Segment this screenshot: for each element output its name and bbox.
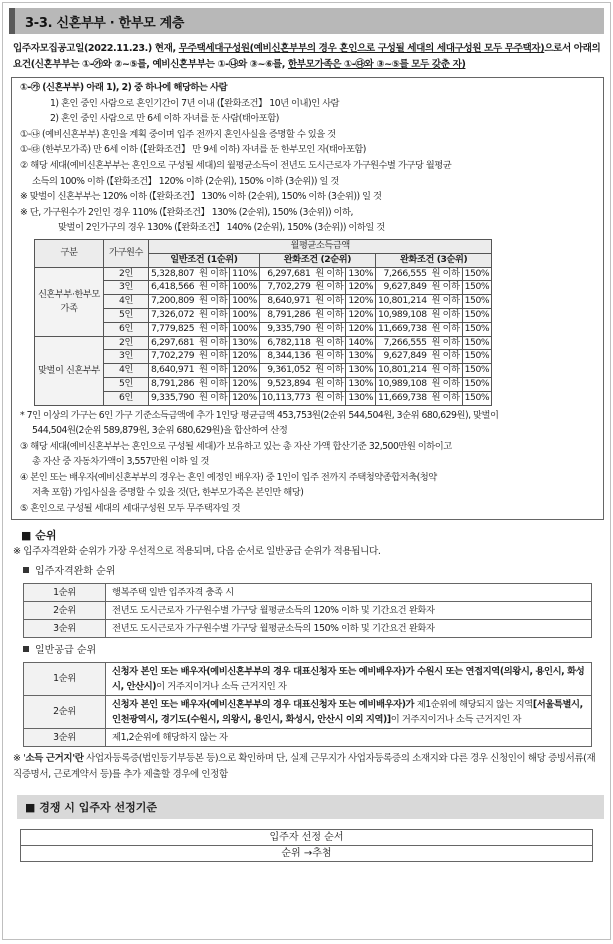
income-relax2-amount: 9,523,894: [259, 377, 312, 391]
general-desc-3: 제1,2순위에 해당하지 않는 자: [106, 728, 592, 746]
income-header-relax2: 완화조건 (2순위): [259, 253, 375, 267]
income-general-pct: 130%: [230, 336, 260, 350]
income-members: 6인: [104, 391, 149, 405]
relax-desc-1: 행복주택 일반 입주자격 충족 시: [106, 583, 592, 601]
requirements-box: [11, 77, 604, 520]
req-assets: ③ 해당 세대(예비신혼부부는 혼인으로 구성될 세대)가 보유하고 있는 총 자산 가액 합산기준 32,500만원 이하이고: [20, 440, 452, 452]
income-unit: 원 이하: [196, 267, 229, 281]
income-base-footnote: [13, 751, 602, 783]
income-unit: 원 이하: [196, 295, 229, 309]
intro-paragraph: [13, 41, 602, 73]
relax-order-table: [23, 583, 592, 638]
req-newlywed-1: 1) 혼인 중인 사람으로 혼인기간이 7년 이내 (【완화조건】 10년 이내)인 사람: [50, 97, 340, 109]
general-desc-2-mid: 제1순위에 해당되지 않는 지역: [414, 698, 533, 710]
income-unit: 원 이하: [429, 391, 462, 405]
income-general-amount: 6,297,681: [149, 336, 197, 350]
income-relax3-pct: 150%: [462, 322, 492, 336]
table-row: [35, 267, 492, 281]
intro-text-2: 무주택세대구성원(예비신혼부부의 경우 혼인으로 구성될 세대의 세대구성원 모두 무주택자): [178, 43, 545, 54]
relax-desc-3: 전년도 도시근로자 가구원수별 가구당 월평균소득의 150% 이하 및 기간요건 완화자: [106, 619, 592, 637]
table-row: [35, 281, 492, 295]
table-row: [24, 662, 592, 695]
table-row: [35, 308, 492, 322]
table-row: [35, 336, 492, 350]
income-general-amount: 7,326,072: [149, 308, 197, 322]
income-members: 4인: [104, 295, 149, 309]
general-desc-2-rest: 이 거주지이거나 소득 근거지인 자: [390, 713, 522, 725]
section-header: [9, 8, 604, 34]
section-header-bar: [9, 8, 15, 34]
income-relax2-amount: 9,361,052: [259, 364, 312, 378]
income-unit: 원 이하: [196, 336, 229, 350]
req-dual-income: ※ 맞벌이 신혼부부는 120% 이하 (【완화조건】 130% 이하 (2순위), 150% 이하 (3순위)) 일 것: [20, 191, 382, 203]
income-relax3-pct: 150%: [462, 267, 492, 281]
income-general-amount: 8,791,286: [149, 377, 197, 391]
income-relax3-amount: 10,801,214: [376, 364, 429, 378]
income-members: 2인: [104, 336, 149, 350]
income-unit: 원 이하: [312, 267, 345, 281]
income-general-amount: 5,328,807: [149, 267, 197, 281]
selection-section-header: ■ 경쟁 시 입주자 선정기준: [17, 795, 604, 819]
req-single-parent: ①-㉰ (한부모가족) 만 6세 이하 (【완화조건】 만 9세 이하) 자녀를 둔 한부모인 자(태아포함): [20, 144, 366, 156]
income-relax2-pct: 130%: [346, 267, 376, 281]
income-general-amount: 7,702,279: [149, 350, 197, 364]
income-unit: 원 이하: [429, 350, 462, 364]
relax-order-title: 입주자격완화 순위: [35, 565, 116, 577]
income-unit: 원 이하: [196, 364, 229, 378]
bullet-square-icon: [23, 646, 29, 652]
income-general-pct: 100%: [230, 295, 260, 309]
order-note: ※ 입주자격완화 순위가 가장 우선적으로 적용되며, 다음 순서로 일반공급 순위가 적용됩니다.: [13, 545, 381, 557]
income-members: 5인: [104, 308, 149, 322]
income-relax2-pct: 120%: [346, 281, 376, 295]
income-group-label: 신혼부부·한부모가족: [35, 267, 104, 336]
income-relax2-pct: 130%: [346, 350, 376, 364]
income-relax2-pct: 130%: [346, 391, 376, 405]
income-unit: 원 이하: [312, 322, 345, 336]
income-unit: 원 이하: [429, 322, 462, 336]
income-relax2-pct: 130%: [346, 377, 376, 391]
income-unit: 원 이하: [312, 281, 345, 295]
selection-header: 입주자 선정 순서: [21, 829, 593, 845]
income-general-pct: 120%: [230, 350, 260, 364]
income-unit: 원 이하: [429, 281, 462, 295]
income-unit: 원 이하: [196, 377, 229, 391]
income-general-pct: 100%: [230, 281, 260, 295]
section-title: 3-3. 신혼부부 · 한부모 계층: [25, 15, 185, 31]
table-row: [24, 728, 592, 746]
general-order-table: [23, 662, 592, 747]
selection-value: 순위 →추첨: [21, 845, 593, 861]
income-relax3-pct: 150%: [462, 391, 492, 405]
selection-table: [20, 829, 593, 862]
general-order-title: 일반공급 순위: [35, 644, 97, 656]
footnote-rest: 사업자등록증(법인등기부등본 등)으로 확인하며 단, 실제 근무지가 사업자등록증의 소재지와 다른 경우 신청인이 해당 증빙서류(재직증명서, 근로계약서 등)를 추가 제출할 경우에 인정함: [13, 752, 596, 780]
req-income-cont: 소득의 100% 이하 (【완화조건】 120% 이하 (2순위), 150% 이하 (3순위)) 일 것: [32, 175, 339, 187]
income-relax2-amount: 6,297,681: [259, 267, 312, 281]
income-relax2-pct: 120%: [346, 322, 376, 336]
income-general-amount: 7,779,825: [149, 322, 197, 336]
income-relax3-amount: 11,669,738: [376, 322, 429, 336]
income-unit: 원 이하: [196, 391, 229, 405]
req-newlywed-2: 2) 혼인 중인 사람으로 만 6세 이하 자녀를 둔 사람(태아포함): [50, 113, 279, 125]
req-prospective: ①-㉯ (예비신혼부부) 혼인을 계획 중이며 입주 전까지 혼인사실을 증명할 수 있을 것: [20, 128, 336, 140]
req-homeless: ⑤ 혼인으로 구성될 세대의 세대구성원 모두 무주택자일 것: [20, 503, 241, 515]
income-relax3-pct: 150%: [462, 364, 492, 378]
income-unit: 원 이하: [312, 377, 345, 391]
income-general-amount: 7,200,809: [149, 295, 197, 309]
income-relax3-pct: 150%: [462, 336, 492, 350]
table-row: [35, 377, 492, 391]
income-members: 5인: [104, 377, 149, 391]
document-page: [2, 2, 611, 940]
income-unit: 원 이하: [429, 336, 462, 350]
general-rank-2: 2순위: [24, 695, 106, 728]
income-relax2-amount: 9,335,790: [259, 322, 312, 336]
table-row: [35, 391, 492, 405]
income-members: 6인: [104, 322, 149, 336]
income-header-group: 구분: [35, 239, 104, 267]
income-unit: 원 이하: [196, 281, 229, 295]
income-unit: 원 이하: [429, 267, 462, 281]
table-row: [24, 619, 592, 637]
income-members: 3인: [104, 350, 149, 364]
income-relax2-pct: 120%: [346, 295, 376, 309]
income-relax3-amount: 7,266,555: [376, 267, 429, 281]
table-row: [24, 601, 592, 619]
income-unit: 원 이하: [196, 322, 229, 336]
req-savings-cont: 저축 포함) 가입사실을 증명할 수 있을 것(단, 한부모가족은 본인만 해당): [32, 487, 304, 499]
general-order-heading: [23, 644, 602, 658]
income-relax3-amount: 9,627,849: [376, 350, 429, 364]
income-unit: 원 이하: [312, 336, 345, 350]
req-seven-plus: * 7인 이상의 가구는 6인 가구 기준소득금액에 추가 1인당 평균금액 453,753원(2순위 544,504원, 3순위 680,629원), 맞벌이: [20, 409, 499, 421]
req-newlywed: ①-㉮ (신혼부부) 아래 1), 2) 중 하나에 해당하는 사람: [20, 82, 228, 93]
income-relax3-amount: 10,801,214: [376, 295, 429, 309]
req-seven-plus-cont: 544,504원(2순위 589,879원, 3순위 680,629원)을 합산하여 산정: [32, 425, 288, 437]
income-unit: 원 이하: [312, 364, 345, 378]
general-rank-3: 3순위: [24, 728, 106, 746]
table-row: [35, 295, 492, 309]
income-general-amount: 8,640,971: [149, 364, 197, 378]
income-unit: 원 이하: [429, 364, 462, 378]
income-unit: 원 이하: [196, 350, 229, 364]
income-general-pct: 120%: [230, 391, 260, 405]
table-row: [35, 322, 492, 336]
income-relax2-amount: 6,782,118: [259, 336, 312, 350]
intro-text-4: 한부모가족은 ①-㉰와 ③~⑤를 모두 갖춘 자): [287, 59, 466, 70]
income-relax3-amount: 11,669,738: [376, 391, 429, 405]
income-relax2-amount: 8,344,136: [259, 350, 312, 364]
income-relax3-amount: 10,989,108: [376, 308, 429, 322]
req-income: ② 해당 세대(예비신혼부부는 혼인으로 구성될 세대)의 월평균소득이 전년도 도시근로자 가구원수별 가구당 월평균: [20, 159, 452, 171]
income-relax2-amount: 7,702,279: [259, 281, 312, 295]
income-header-top: 월평균소득금액: [149, 239, 492, 253]
income-header-relax3: 완화조건 (3순위): [376, 253, 492, 267]
income-unit: 원 이하: [429, 295, 462, 309]
income-general-amount: 6,418,566: [149, 281, 197, 295]
order-title: ■ 순위: [21, 528, 57, 542]
income-relax2-amount: 8,640,971: [259, 295, 312, 309]
income-table: [34, 239, 492, 406]
general-desc-2-bold2: [서울특별시, 인천광역시, 경기도(수원시, 의왕시, 용인시, 화성시, 안산시 이외 지역)]: [112, 698, 583, 725]
intro-text-3: 으로서 아래의 요건(신혼부부는 ①-㉮와 ②~⑤를, 예비신혼부부는 ①-㉯와 ③~⑥를,: [13, 43, 601, 70]
general-desc-1-rest: 이 거주지이거나 소득 근거지인 자: [156, 680, 287, 692]
income-table-body: [35, 267, 492, 405]
income-unit: 원 이하: [312, 295, 345, 309]
income-relax2-pct: 120%: [346, 308, 376, 322]
income-general-pct: 120%: [230, 377, 260, 391]
relax-rank-1: 1순위: [24, 583, 106, 601]
income-header-general: 일반조건 (1순위): [149, 253, 260, 267]
income-members: 3인: [104, 281, 149, 295]
bullet-square-icon: [23, 567, 29, 573]
table-row: [24, 583, 592, 601]
req-two-person-dual: 맞벌이 2인가구의 경우 130% (【완화조건】 140% (2순위), 150% (3순위)) 이하일 것: [58, 222, 385, 234]
income-general-amount: 9,335,790: [149, 391, 197, 405]
general-desc-2: [106, 695, 592, 728]
req-two-person: ※ 단, 가구원수가 2인인 경우 110% (【완화조건】 130% (2순위), 150% (3순위)) 이하,: [20, 206, 353, 218]
income-members: 2인: [104, 267, 149, 281]
income-relax2-pct: 130%: [346, 364, 376, 378]
intro-text-1: 입주자모집공고일(2022.11.23.) 현재,: [13, 43, 179, 54]
income-relax2-pct: 140%: [346, 336, 376, 350]
income-group-label: 맞벌이 신혼부부: [35, 336, 104, 405]
income-members: 4인: [104, 364, 149, 378]
income-relax3-pct: 150%: [462, 295, 492, 309]
relax-rank-3: 3순위: [24, 619, 106, 637]
income-relax3-amount: 9,627,849: [376, 281, 429, 295]
general-desc-1: [106, 662, 592, 695]
income-unit: 원 이하: [196, 308, 229, 322]
general-rank-1: 1순위: [24, 662, 106, 695]
income-general-pct: 100%: [230, 322, 260, 336]
table-row: [35, 350, 492, 364]
general-desc-2-bold: 신청자 본인 또는 배우자(예비신혼부부의 경우 대표신청자 또는 예비배우자)가: [112, 698, 415, 710]
income-header-members: 가구원수: [104, 239, 149, 267]
req-assets-cont: 총 자산 중 자동차가액이 3,557만원 이하 일 것: [32, 456, 209, 468]
income-general-pct: 100%: [230, 308, 260, 322]
income-relax2-amount: 10,113,773: [259, 391, 312, 405]
income-relax3-pct: 150%: [462, 377, 492, 391]
relax-desc-2: 전년도 도시근로자 가구원수별 가구당 월평균소득의 120% 이하 및 기간요건 완화자: [106, 601, 592, 619]
table-row: [35, 364, 492, 378]
income-relax3-amount: 7,266,555: [376, 336, 429, 350]
income-general-pct: 110%: [230, 267, 260, 281]
income-unit: 원 이하: [429, 308, 462, 322]
income-relax3-pct: 150%: [462, 308, 492, 322]
income-unit: 원 이하: [312, 308, 345, 322]
footnote-prefix: ※ ': [13, 752, 26, 764]
income-relax3-pct: 150%: [462, 281, 492, 295]
income-unit: 원 이하: [312, 391, 345, 405]
income-relax3-amount: 10,989,108: [376, 377, 429, 391]
footnote-bold: 소득 근거지'란: [25, 752, 84, 764]
general-desc-1-bold: 신청자 본인 또는 배우자(예비신혼부부의 경우 대표신청자 또는 예비배우자)가 수원시 또는 연접지역(의왕시, 용인시, 화성시, 안산시): [112, 665, 585, 692]
income-relax3-pct: 150%: [462, 350, 492, 364]
relax-rank-2: 2순위: [24, 601, 106, 619]
income-unit: 원 이하: [429, 377, 462, 391]
req-savings: ④ 본인 또는 배우자(예비신혼부부의 경우는 혼인 예정인 배우자) 중 1인이 입주 전까지 주택청약종합저축(청약: [20, 471, 437, 483]
income-relax2-amount: 8,791,286: [259, 308, 312, 322]
relax-order-heading: [23, 565, 602, 579]
income-general-pct: 120%: [230, 364, 260, 378]
table-row: [24, 695, 592, 728]
income-unit: 원 이하: [312, 350, 345, 364]
